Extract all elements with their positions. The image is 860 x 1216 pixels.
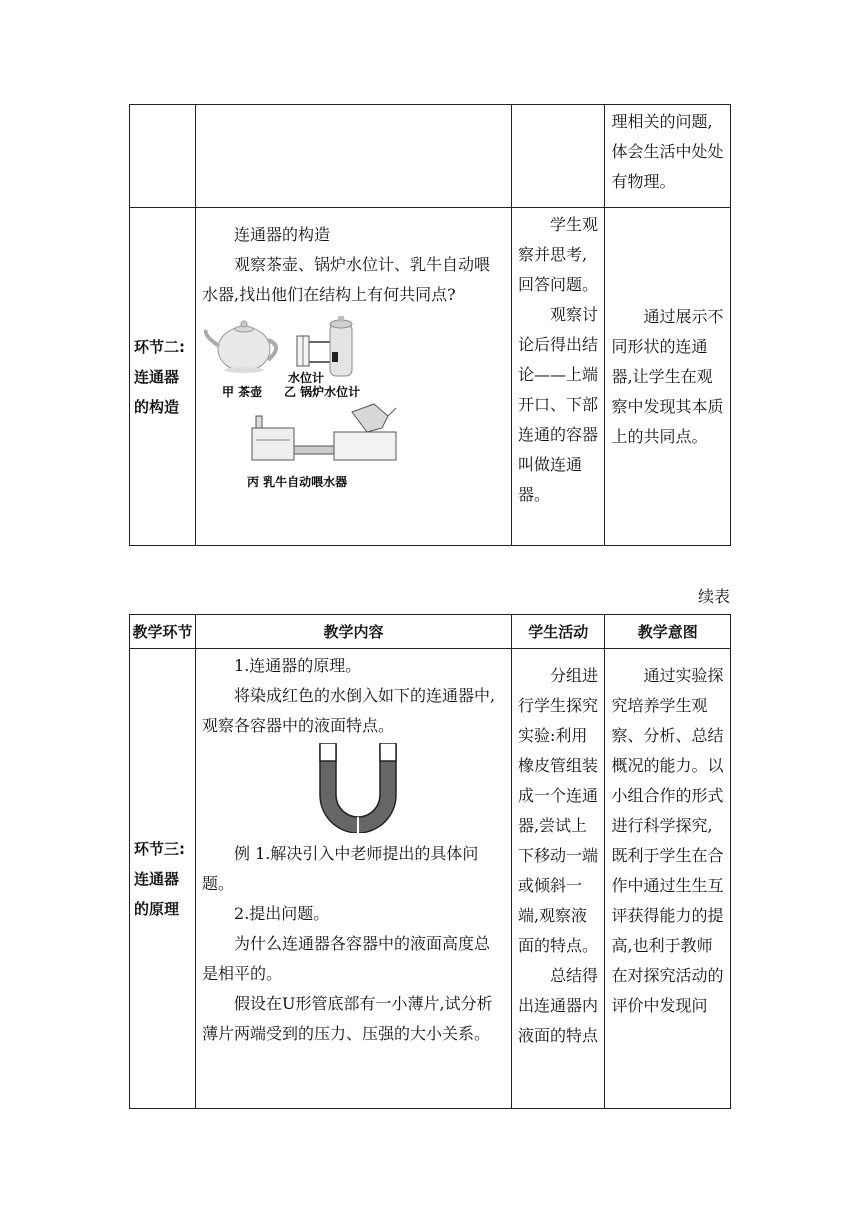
content-cell: [196, 649, 512, 1109]
content-cell-empty: [196, 105, 512, 208]
activity-cell: [511, 649, 605, 1109]
header-row: [130, 615, 731, 649]
u-tube-figure: [202, 743, 482, 833]
table-row: [130, 649, 731, 1109]
table-row: [130, 208, 731, 546]
continued-label: 续表: [697, 587, 730, 606]
content-cell: [196, 208, 512, 546]
teapot-caption: 甲 茶壶: [222, 385, 263, 399]
header-stage: 教学环节: [130, 615, 196, 649]
activity-cell-empty: [511, 105, 605, 208]
connector-examples-figure: [202, 316, 482, 498]
stage-label: 环节二:连通器的构造: [134, 337, 185, 416]
stage-cell: [130, 649, 196, 1109]
stage-cell: [130, 208, 196, 546]
activity-text-2: 观察讨论后得出结论——上端开口、下部连通的容器叫做连通器。: [517, 305, 598, 504]
activity-text-2: 总结得出连通器内液面的特点: [517, 966, 598, 1045]
content-line-3: 例 1.解决引入中老师提出的具体问题。: [202, 844, 479, 893]
header-content: 教学内容: [196, 615, 512, 649]
lesson-table-part2: [129, 614, 731, 1109]
intent-text: 通过展示不同形状的连通器,让学生在观察中发现其本质上的共同点。: [611, 306, 724, 446]
intent-text: 理相关的问题,体会生活中处处有物理。: [611, 112, 724, 191]
content-body: 观察茶壶、锅炉水位计、乳牛自动喂水器,找出他们在结构上有何共同点?: [202, 255, 491, 304]
intent-cell: [605, 208, 731, 546]
feeder-caption: 丙 乳牛自动喂水器: [247, 475, 348, 489]
activity-text-1: 学生观察并思考,回答问题。: [517, 215, 598, 294]
content-line-4: 2.提出问题。: [234, 904, 330, 923]
intent-cell: [605, 105, 731, 208]
boiler-illustration: [297, 316, 352, 376]
intent-text: 通过实验探究培养学生观察、分析、总结概况的能力。以小组合作的形式进行科学探究,既利于学生在合作中通过生生互评获得能力的提高,也利于教师在对探究活动的评价中发现问: [611, 666, 724, 1015]
content-title: 连通器的构造: [234, 225, 331, 244]
boiler-caption: 乙 锅炉水位计: [284, 385, 361, 399]
gauge-label: 水位计: [288, 371, 325, 385]
content-line-6: 假设在U形管底部有一小薄片,试分析薄片两端受到的压力、压强的大小关系。: [202, 994, 493, 1043]
intent-cell: [605, 649, 731, 1109]
cow-feeder-illustration: [252, 404, 396, 460]
content-line-1: 1.连通器的原理。: [234, 656, 362, 675]
content-line-2: 将染成红色的水倒入如下的连通器中,观察各容器中的液面特点。: [202, 686, 496, 735]
content-line-5: 为什么连通器各容器中的液面高度总是相平的。: [202, 934, 491, 983]
table-row: [130, 105, 731, 208]
header-activity: 学生活动: [511, 615, 605, 649]
activity-cell: [511, 208, 605, 546]
teapot-illustration: [206, 321, 276, 373]
stage-cell-empty: [130, 105, 196, 208]
stage-label: 环节三:连通器的原理: [134, 839, 185, 918]
header-intent: 教学意图: [605, 615, 731, 649]
lesson-table-part1: [129, 104, 731, 546]
activity-text-1: 分组进行学生探究实验:利用橡皮管组装成一个连通器,尝试上下移动一端或倾斜一端,观察液面的特点。: [517, 666, 598, 955]
